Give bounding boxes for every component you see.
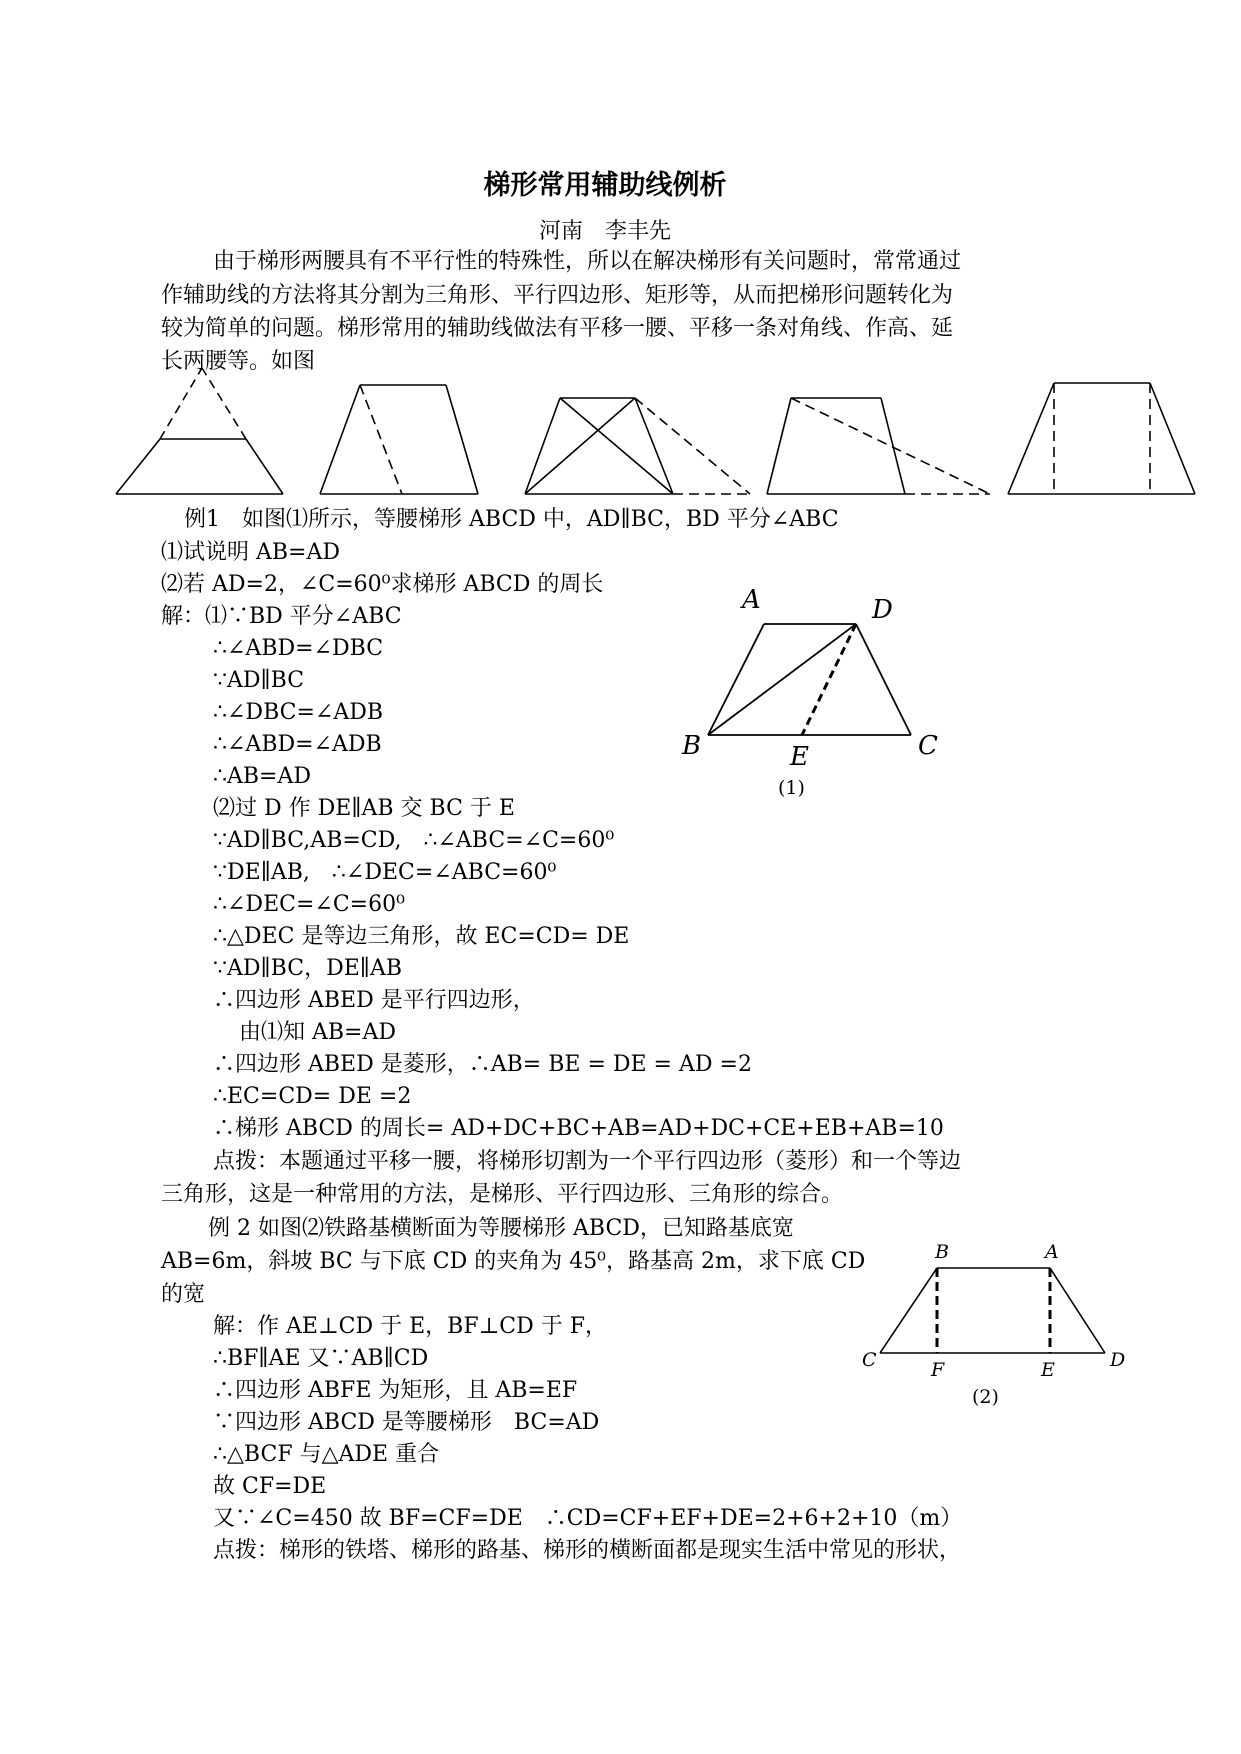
ex1-tip-line: 三角形，这是一种常用的方法，是梯形、平行四边形、三角形的综合。 (161, 1182, 844, 1207)
ex1-line: 例1 如图⑴所示，等腰梯形 ABCD 中，AD∥BC，BD 平分∠ABC (184, 507, 839, 532)
ex1-line: ∴梯形 ABCD 的周长= AD+DC+BC+AB=AD+DC+CE+EB+AB=10 (213, 1116, 944, 1141)
ex1-line: ∵DE∥AB, ∴∠DEC=∠ABC=60⁰ (213, 860, 557, 885)
vertex-label-c: C (862, 1349, 877, 1371)
vertex-label-b: B (935, 1241, 949, 1263)
ex1-line: ∴∠DBC=∠ADB (213, 700, 384, 725)
ex1-line: ∴EC=CD= DE =2 (213, 1084, 412, 1109)
vertex-label-a: A (742, 585, 761, 615)
ex1-line: ∵AD∥BC (213, 668, 305, 693)
vertex-label-e: E (790, 742, 809, 772)
ex2-line: 解：作 AE⊥CD 于 E，BF⊥CD 于 F， (213, 1314, 607, 1339)
intro-line: 由于梯形两腰具有不平行性的特殊性，所以在解决梯形有关问题时，常常通过 (213, 249, 962, 274)
ex1-line: ∴∠ABD=∠ADB (213, 732, 382, 757)
vertex-label-b: B (682, 731, 702, 761)
ex1-line: ⑵若 AD=2，∠C=60⁰求梯形 ABCD 的周长 (161, 572, 604, 597)
ex2-line: 又∵∠C=450 故 BF=CF=DE ∴CD=CF+EF+DE=2+6+2+10（m） (213, 1506, 963, 1531)
ex1-line: ∵AD∥BC,AB=CD, ∴∠ABC=∠C=60⁰ (213, 828, 615, 853)
ex1-line: ∴△DEC 是等边三角形，故 EC=CD= DE (213, 924, 630, 949)
ex1-line: ∴∠DEC=∠C=60⁰ (213, 892, 405, 917)
intro-line: 长两腰等。如图 (161, 349, 316, 374)
ex2-line: ∴BF∥AE 又∵AB∥CD (213, 1346, 429, 1371)
vertex-label-c: C (918, 731, 938, 761)
ex2-line: AB=6m，斜坡 BC 与下底 CD 的夹角为 45⁰，路基高 2m，求下底 CD (161, 1249, 866, 1274)
ex1-line: ∴四边形 ABED 是菱形，∴AB= BE = DE = AD =2 (213, 1052, 752, 1077)
intro-line: 作辅助线的方法将其分割为三角形、平行四边形、矩形等，从而把梯形问题转化为 (161, 283, 954, 308)
ex1-line: ∴∠ABD=∠DBC (213, 636, 384, 661)
intro-line: 较为简单的问题。梯形常用的辅助线做法有平移一腰、平移一条对角线、作高、延 (161, 316, 954, 341)
ex1-line: ∵AD∥BC，DE∥AB (213, 956, 403, 981)
ex1-tip-line: 点拨：本题通过平移一腰，将梯形切割为一个平行四边形（菱形）和一个等边 (213, 1149, 962, 1174)
vertex-label-e: E (1041, 1359, 1055, 1381)
ex2-line: 的宽 (161, 1282, 206, 1307)
ex1-line: ∴四边形 ABED 是平行四边形， (213, 988, 535, 1013)
vertex-label-d: D (1110, 1349, 1126, 1371)
vertex-label-a: A (1045, 1241, 1059, 1263)
ex1-line: 解：⑴∵BD 平分∠ABC (161, 604, 402, 629)
figure-2-caption: (2) (972, 1386, 999, 1408)
ex2-line: 故 CF=DE (213, 1474, 327, 1499)
ex2-line: ∵四边形 ABCD 是等腰梯形 BC=AD (213, 1410, 600, 1435)
author-line: 河南 李丰先 (538, 219, 671, 244)
ex1-line: ⑴试说明 AB=AD (161, 540, 341, 565)
vertex-label-f: F (931, 1359, 945, 1381)
ex2-line: ∴△BCF 与△ADE 重合 (213, 1442, 440, 1467)
ex2-line: ∴四边形 ABFE 为矩形，且 AB=EF (213, 1378, 578, 1403)
figure-1-caption: (1) (778, 777, 805, 799)
vertex-label-d: D (872, 595, 893, 625)
ex2-line: 例 2 如图⑵铁路基横断面为等腰梯形 ABCD，已知路基底宽 (208, 1216, 794, 1241)
ex1-line: ∴AB=AD (213, 764, 312, 789)
ex2-tip-line: 点拨：梯形的铁塔、梯形的路基、梯形的横断面都是现实生活中常见的形状， (213, 1538, 962, 1563)
page-title: 梯形常用辅助线例析 (483, 170, 727, 201)
ex1-line: ⑵过 D 作 DE∥AB 交 BC 于 E (213, 796, 515, 821)
ex1-line: 由⑴知 AB=AD (239, 1020, 397, 1045)
